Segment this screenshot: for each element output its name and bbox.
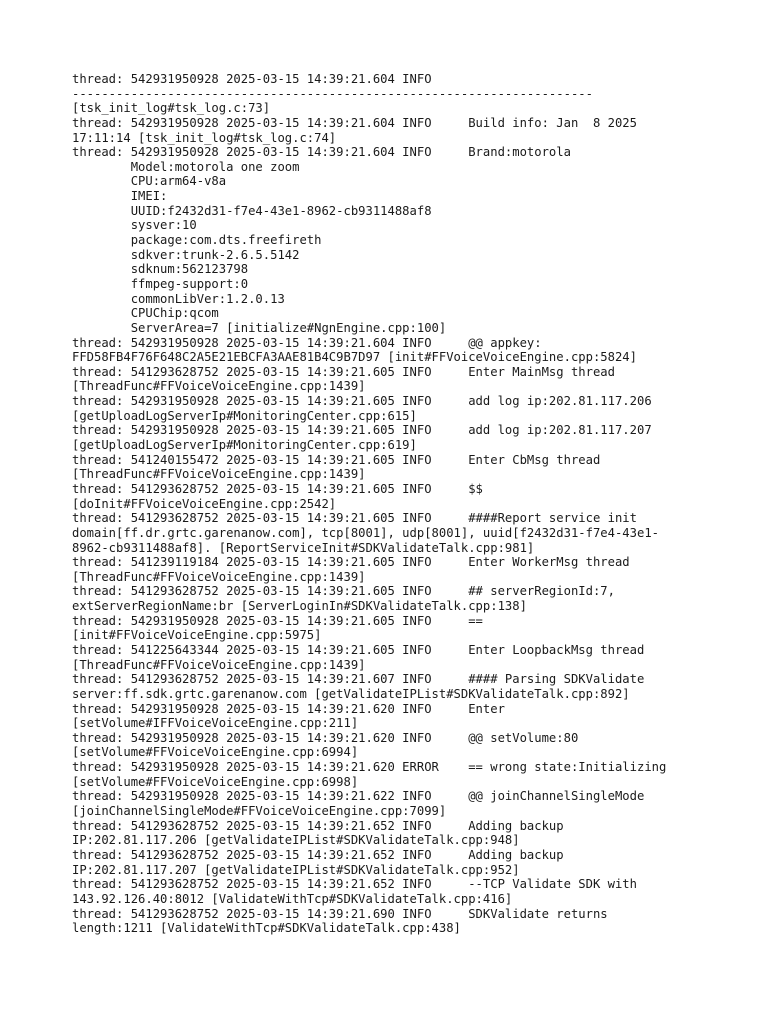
log-line: IP:202.81.117.206 [getValidateIPList#SDKValidateTalk.cpp:948] (72, 833, 520, 848)
log-line: thread: 542931950928 2025-03-15 14:39:21.620 INFO @@ setVolume:80 (72, 730, 579, 745)
log-line: thread: 542931950928 2025-03-15 14:39:21.605 INFO add log ip:202.81.117.206 (72, 394, 652, 409)
log-line: thread: 542931950928 2025-03-15 14:39:21.604 INFO (72, 72, 432, 86)
log-line: commonLibVer:1.2.0.13 (72, 291, 285, 306)
log-line: thread: 541293628752 2025-03-15 14:39:21.605 INFO ## serverRegionId:7, (72, 584, 615, 599)
log-line: sdknum:562123798 (72, 262, 249, 277)
log-line: [ThreadFunc#FFVoiceVoiceEngine.cpp:1439] (72, 657, 366, 672)
log-line: thread: 541293628752 2025-03-15 14:39:21.605 INFO Enter MainMsg thread (72, 364, 615, 379)
log-line: [setVolume#FFVoiceVoiceEngine.cpp:6998] (72, 774, 359, 789)
log-line: thread: 541293628752 2025-03-15 14:39:21.605 INFO $$ (72, 481, 483, 496)
log-line: UUID:f2432d31-f7e4-43e1-8962-cb9311488af8 (72, 203, 432, 218)
log-line: ----------------------------------------------------------------------- (72, 86, 593, 101)
log-line: [setVolume#FFVoiceVoiceEngine.cpp:6994] (72, 745, 359, 760)
log-line: thread: 541293628752 2025-03-15 14:39:21.605 INFO ####Report service init (72, 511, 637, 526)
log-line: IMEI: (72, 189, 168, 204)
log-line: thread: 542931950928 2025-03-15 14:39:21.605 INFO add log ip:202.81.117.207 (72, 423, 652, 438)
log-line: 17:11:14 [tsk_init_log#tsk_log.c:74] (72, 130, 337, 145)
log-line: thread: 541293628752 2025-03-15 14:39:21.652 INFO --TCP Validate SDK with (72, 877, 637, 892)
log-line: thread: 541293628752 2025-03-15 14:39:21.690 INFO SDKValidate returns (72, 906, 608, 921)
log-line: domain[ff.dr.grtc.garenanow.com], tcp[8001], udp[8001], uuid[f2432d31-f7e4-43e1- (72, 525, 659, 540)
log-line: [ThreadFunc#FFVoiceVoiceEngine.cpp:1439] (72, 467, 366, 482)
log-line: [init#FFVoiceVoiceEngine.cpp:5975] (72, 628, 322, 643)
log-line: 143.92.126.40:8012 [ValidateWithTcp#SDKValidateTalk.cpp:416] (72, 891, 513, 906)
log-line: thread: 542931950928 2025-03-15 14:39:21.604 INFO Build info: Jan 8 2025 (72, 115, 637, 130)
log-line: FFD58FB4F76F648C2A5E21EBCFA3AAE81B4C9B7D97 [init#FFVoiceVoiceEngine.cpp:5824] (72, 350, 637, 365)
log-line: package:com.dts.freefireth (72, 233, 322, 248)
log-line: thread: 542931950928 2025-03-15 14:39:21.604 INFO Brand:motorola (72, 145, 571, 160)
log-line: thread: 541239119184 2025-03-15 14:39:21.605 INFO Enter WorkerMsg thread (72, 555, 630, 570)
log-line: IP:202.81.117.207 [getValidateIPList#SDKValidateTalk.cpp:952] (72, 862, 520, 877)
log-line: sdkver:trunk-2.6.5.5142 (72, 247, 300, 262)
log-line: [joinChannelSingleMode#FFVoiceVoiceEngine.cpp:7099] (72, 804, 447, 819)
log-line: extServerRegionName:br [ServerLoginIn#SDKValidateTalk.cpp:138] (72, 599, 527, 614)
log-line: Model:motorola one zoom (72, 159, 300, 174)
log-line: CPU:arm64-v8a (72, 174, 227, 189)
log-line: thread: 542931950928 2025-03-15 14:39:21.604 INFO @@ appkey: (72, 335, 542, 350)
log-line: ServerArea=7 [initialize#NgnEngine.cpp:100] (72, 320, 447, 335)
log-line: thread: 542931950928 2025-03-15 14:39:21.620 INFO Enter (72, 701, 505, 716)
log-line: thread: 542931950928 2025-03-15 14:39:21.622 INFO @@ joinChannelSingleMode (72, 789, 645, 804)
log-line: [ThreadFunc#FFVoiceVoiceEngine.cpp:1439] (72, 379, 366, 394)
log-line: thread: 541293628752 2025-03-15 14:39:21.652 INFO Adding backup (72, 847, 564, 862)
log-line: [setVolume#IFFVoiceVoiceEngine.cpp:211] (72, 716, 359, 731)
log-document (72, 72, 696, 936)
log-line: CPUChip:qcom (72, 306, 219, 321)
log-line: thread: 541225643344 2025-03-15 14:39:21.605 INFO Enter LoopbackMsg thread (72, 642, 645, 657)
log-line: [tsk_init_log#tsk_log.c:73] (72, 101, 271, 116)
log-line: length:1211 [ValidateWithTcp#SDKValidateTalk.cpp:438] (72, 921, 461, 936)
log-line: thread: 542931950928 2025-03-15 14:39:21.620 ERROR == wrong state:Initializing (72, 760, 667, 775)
log-line: [getUploadLogServerIp#MonitoringCenter.cpp:615] (72, 408, 417, 423)
log-line: thread: 541293628752 2025-03-15 14:39:21.607 INFO #### Parsing SDKValidate (72, 672, 645, 687)
log-line: [ThreadFunc#FFVoiceVoiceEngine.cpp:1439] (72, 569, 366, 584)
log-line: ffmpeg-support:0 (72, 276, 249, 291)
log-line: thread: 542931950928 2025-03-15 14:39:21.605 INFO == (72, 613, 483, 628)
log-line: thread: 541240155472 2025-03-15 14:39:21.605 INFO Enter CbMsg thread (72, 452, 601, 467)
log-line: thread: 541293628752 2025-03-15 14:39:21.652 INFO Adding backup (72, 818, 564, 833)
log-line: sysver:10 (72, 218, 197, 233)
log-line: server:ff.sdk.grtc.garenanow.com [getValidateIPList#SDKValidateTalk.cpp:892] (72, 686, 630, 701)
log-line: [getUploadLogServerIp#MonitoringCenter.cpp:619] (72, 438, 417, 453)
log-line: 8962-cb9311488af8]. [ReportServiceInit#SDKValidateTalk.cpp:981] (72, 540, 535, 555)
log-line: [doInit#FFVoiceVoiceEngine.cpp:2542] (72, 496, 337, 511)
